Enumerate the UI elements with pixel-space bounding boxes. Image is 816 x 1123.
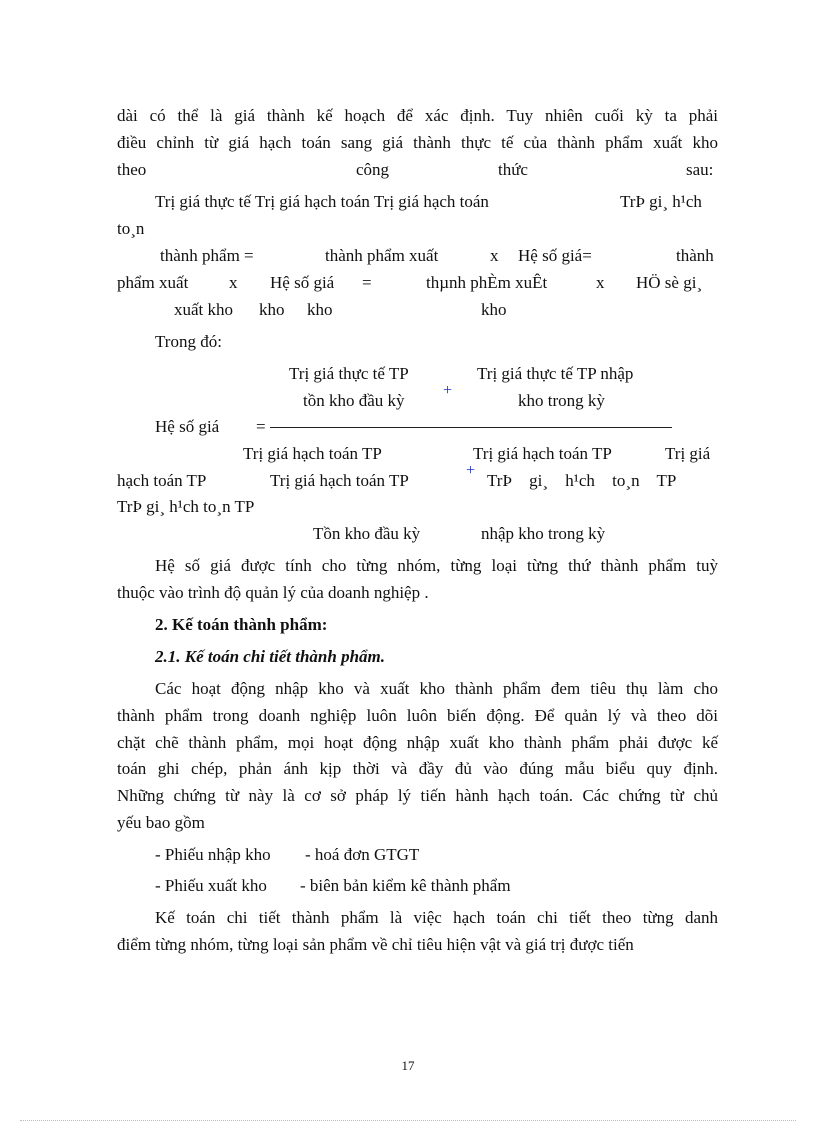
paragraph-line: Những chứng từ này là cơ sở pháp lý tiến hành hạch toán. Các chứng từ chủ <box>117 786 718 805</box>
subsection-heading: 2.1. Kế toán chi tiết thành phẩm. <box>155 647 386 666</box>
denominator-term: TrÞ gi¸ h¹ch to¸n TP <box>117 497 255 516</box>
page-number: 17 <box>401 1058 415 1073</box>
paragraph-line: yếu bao gồm <box>117 813 205 832</box>
paragraph-word: sau: <box>686 160 714 179</box>
numerator-term: tồn kho đầu kỳ <box>303 391 405 410</box>
formula-fragment: thµnh phÈm xuÊt <box>426 273 548 292</box>
paragraph-word: theo <box>117 160 147 179</box>
formula-fragment: TrÞ gi¸ h¹ch <box>620 192 702 211</box>
formula-fragment: x <box>490 246 499 265</box>
formula-fragment: HÖ sè gi¸ <box>636 273 703 292</box>
trong-do-label: Trong đó: <box>155 332 222 351</box>
denominator-term: hạch toán TP <box>117 471 207 490</box>
denominator-term: Trị giá hạch toán TP <box>270 471 409 490</box>
formula-fragment: kho <box>259 300 285 319</box>
numerator-term: Trị giá thực tế TP <box>289 364 409 383</box>
plus-sign: + <box>443 382 453 399</box>
formula-fragment: to¸n <box>117 219 145 238</box>
formula-fragment: thành phẩm = <box>160 246 254 265</box>
formula-fragment: Hệ số giá= <box>518 246 592 265</box>
list-item: - biên bản kiểm kê thành phẩm <box>300 876 511 895</box>
paragraph-line: toán ghi chép, phản ánh kịp thời và đầy đủ vào đúng mẫu biểu quy định. <box>117 759 718 778</box>
numerator-term: kho trong kỳ <box>518 391 605 410</box>
paragraph-line: điểm từng nhóm, từng loại sản phẩm về chỉ tiêu hiện vật và giá trị được tiến <box>117 935 634 954</box>
formula-fragment: x <box>596 273 605 292</box>
formula-fragment: Hệ số giá <box>270 273 335 292</box>
denominator-term: TrÞ gi¸ h¹ch to¸n TP <box>487 471 677 490</box>
list-item: - Phiếu xuất kho <box>155 876 267 895</box>
section-heading: 2. Kế toán thành phẩm: <box>155 615 328 634</box>
paragraph-line: chặt chẽ thành phẩm, mọi hoạt động nhập xuất kho thành phẩm phải được kế <box>117 733 718 752</box>
page-bottom-border <box>20 1120 796 1121</box>
numerator-term: Trị giá thực tế TP nhập <box>477 364 634 383</box>
formula-fragment: thành phẩm xuất <box>325 246 439 265</box>
formula-fragment: kho <box>307 300 333 319</box>
formula-fragment: x <box>229 273 238 292</box>
paragraph-line: điều chỉnh từ giá hạch toán sang giá thành thực tế của thành phẩm xuất kho <box>117 133 718 152</box>
formula-line: Trị giá thực tế Trị giá hạch toán Trị giá hạch toán <box>155 192 489 211</box>
paragraph-line: thuộc vào trình độ quản lý của doanh nghiệp . <box>117 583 429 602</box>
fraction-bar <box>270 427 672 428</box>
paragraph-word: công <box>356 160 390 179</box>
formula-fragment: thành <box>676 246 714 265</box>
formula-label: Hệ số giá <box>155 417 220 436</box>
equals-sign: = <box>256 417 266 436</box>
formula-fragment: xuất kho <box>174 300 234 319</box>
paragraph-word: thức <box>498 160 528 179</box>
paragraph-line: Kế toán chi tiết thành phẩm là việc hạch toán chi tiết theo từng danh <box>155 908 718 927</box>
list-item: - Phiếu nhập kho <box>155 845 271 864</box>
denominator-term: Trị giá <box>665 444 711 463</box>
paragraph-line: Hệ số giá được tính cho từng nhóm, từng loại từng thứ thành phẩm tuỳ <box>155 556 718 575</box>
paragraph-line: dài có thể là giá thành kế hoạch để xác định. Tuy nhiên cuối kỳ ta phải <box>117 106 718 125</box>
paragraph-line: thành phẩm trong doanh nghiệp luôn luôn biến động. Để quản lý và theo dõi <box>117 706 718 725</box>
denominator-term: Trị giá hạch toán TP <box>243 444 382 463</box>
plus-sign: + <box>466 462 476 479</box>
denominator-term: nhập kho trong kỳ <box>481 524 606 543</box>
denominator-term: Tồn kho đầu kỳ <box>313 524 421 543</box>
denominator-term: Trị giá hạch toán TP <box>473 444 612 463</box>
formula-fragment: = <box>362 273 372 292</box>
paragraph-line: Các hoạt động nhập kho và xuất kho thành phẩm đem tiêu thụ làm cho <box>155 679 718 698</box>
formula-fragment: kho <box>481 300 507 319</box>
formula-fragment: phẩm xuất <box>117 273 189 292</box>
list-item: - hoá đơn GTGT <box>305 845 420 864</box>
